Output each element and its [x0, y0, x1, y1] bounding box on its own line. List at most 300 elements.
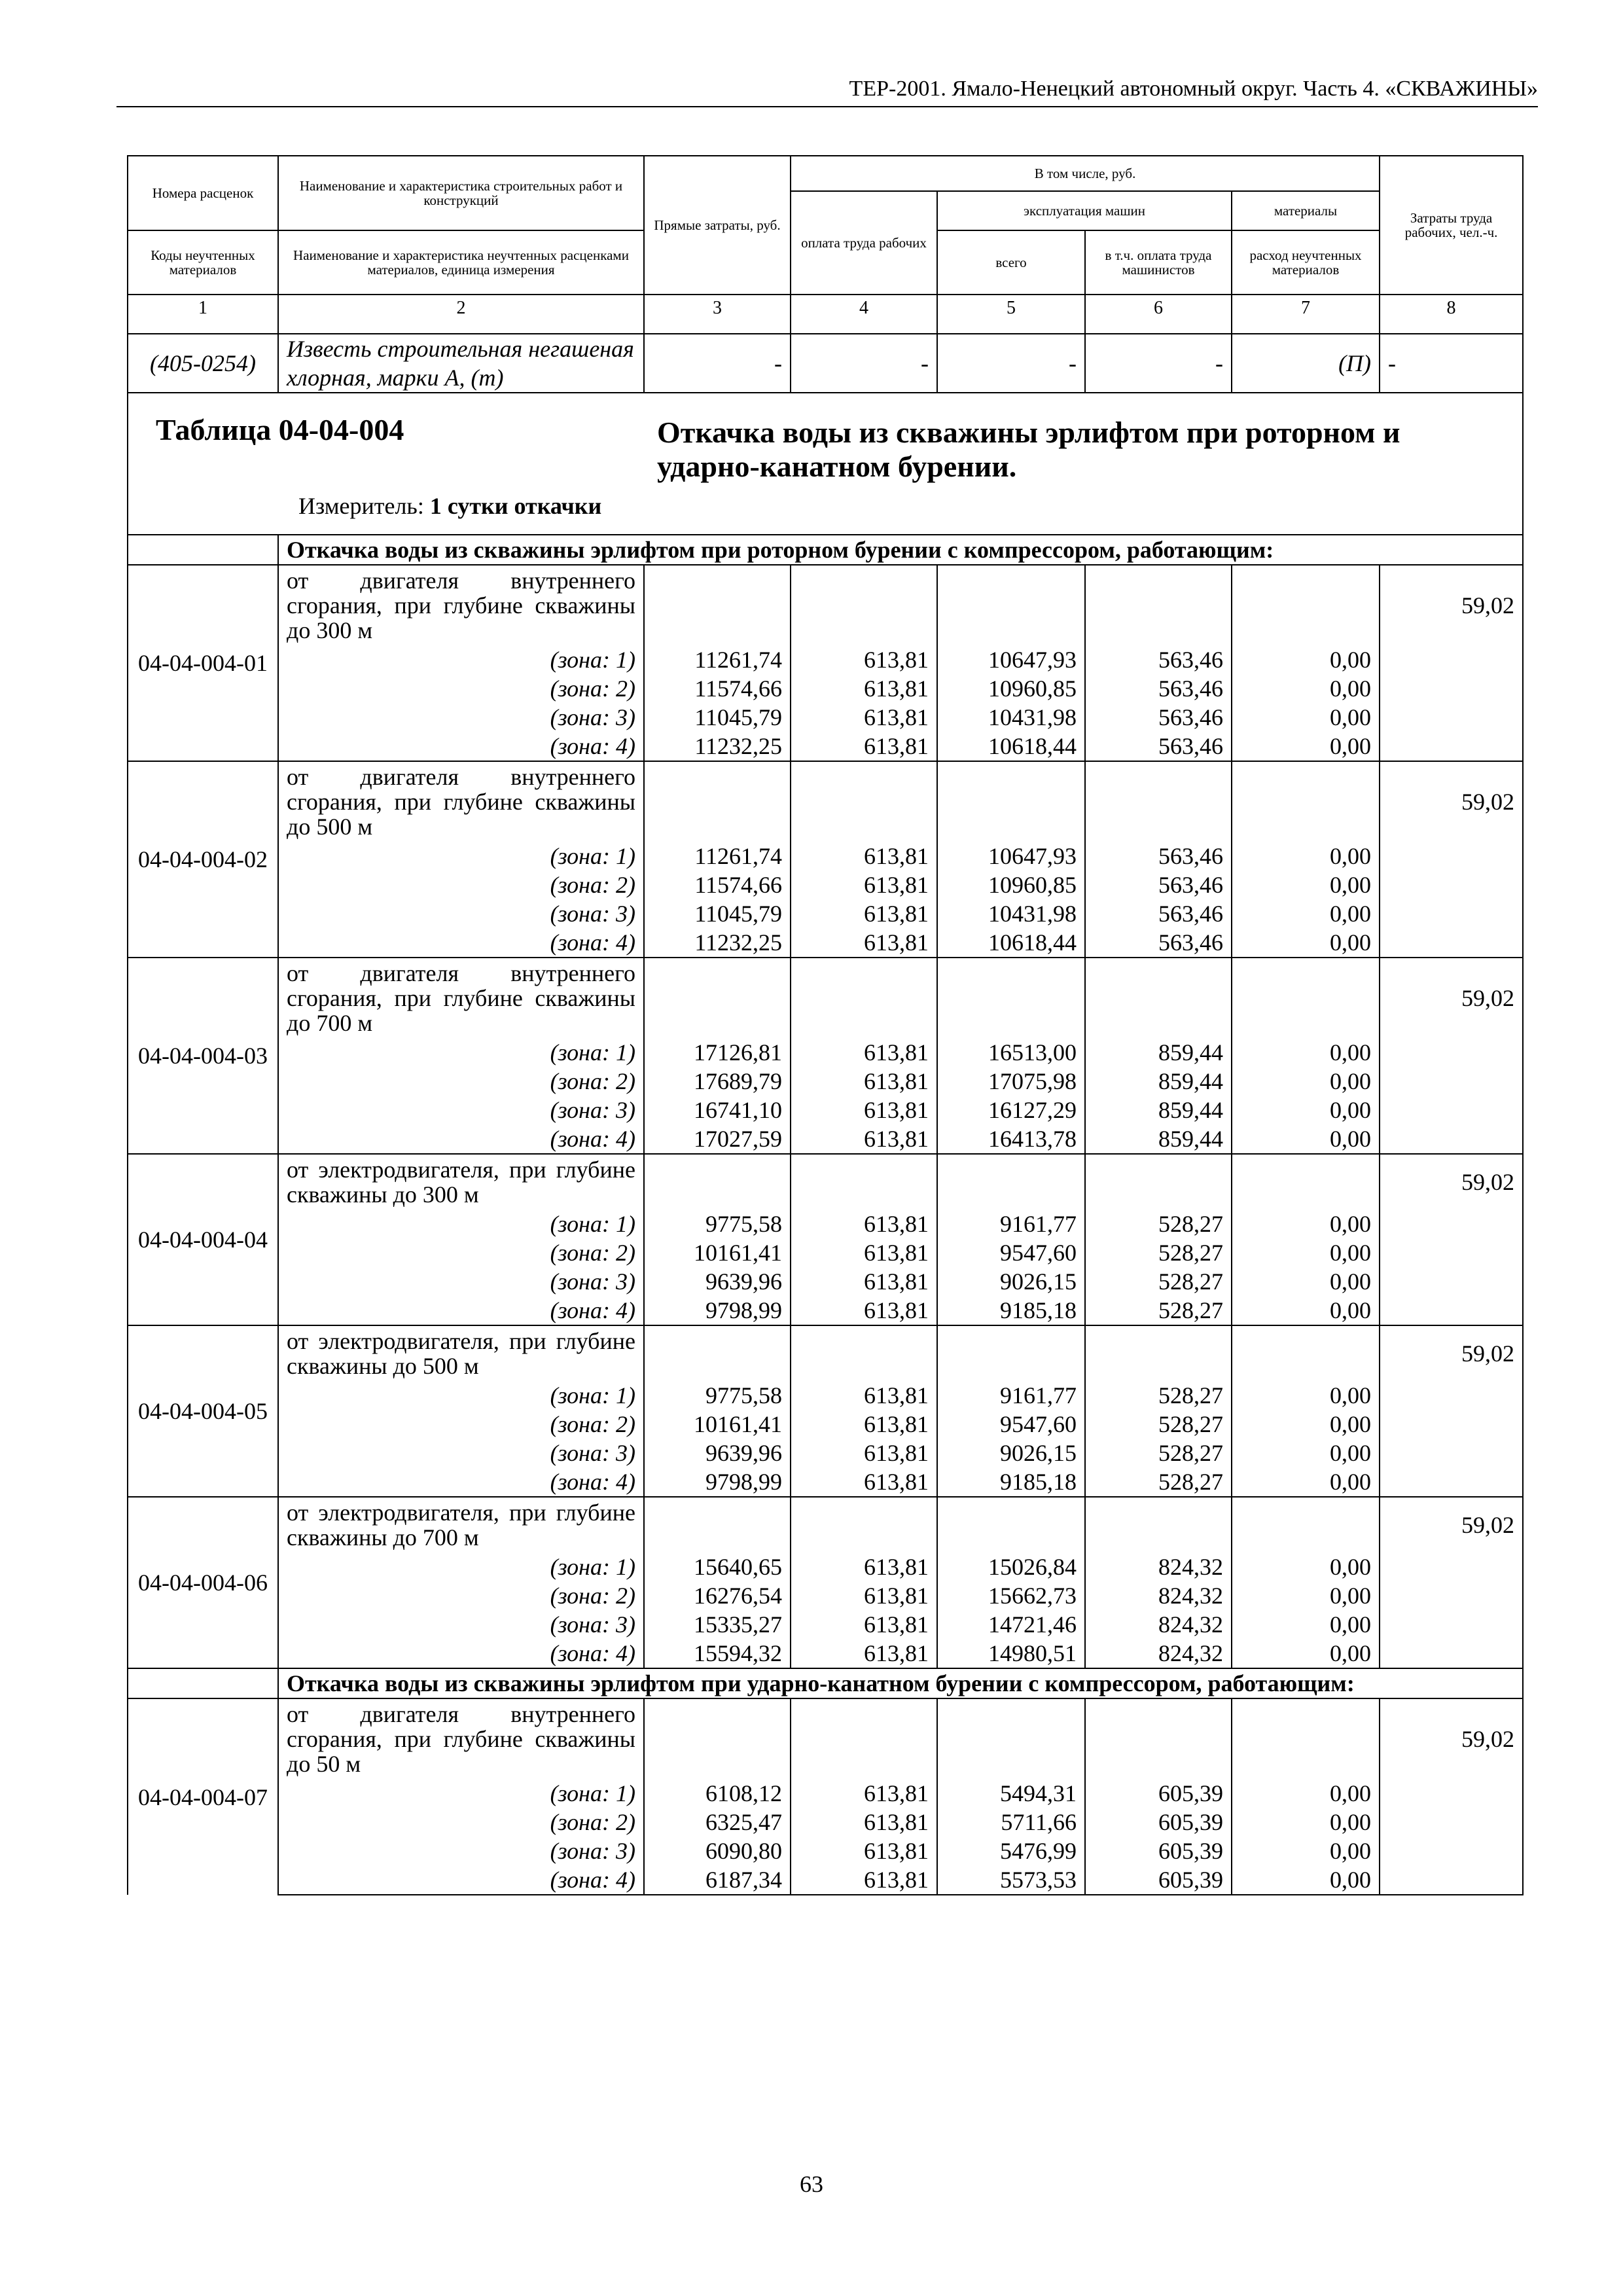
empty-cell: [644, 1698, 791, 1779]
direct-cost: 15335,27: [644, 1610, 791, 1639]
materials-cost: 0,00: [1232, 1381, 1380, 1410]
empty-cell: [1380, 1381, 1523, 1410]
zone-label: (зона: 3): [278, 1439, 644, 1467]
materials-cost: 0,00: [1232, 1096, 1380, 1124]
empty-cell: [1380, 1865, 1523, 1895]
zone-row: [128, 1410, 1523, 1439]
zone-label: (зона: 1): [278, 1381, 644, 1410]
zone-label: (зона: 1): [278, 645, 644, 674]
empty-cell: [1232, 1497, 1380, 1552]
empty-cell: [1380, 928, 1523, 958]
machinist-wage: 824,32: [1085, 1552, 1232, 1581]
worker-wage: 613,81: [791, 1381, 937, 1410]
worker-wage: 613,81: [791, 1467, 937, 1497]
materials-cost: 0,00: [1232, 1610, 1380, 1639]
material-value: -: [791, 334, 937, 393]
machinist-wage: 563,46: [1085, 674, 1232, 703]
zone-label: (зона: 2): [278, 674, 644, 703]
header-material-code: Коды неучтенных материалов: [128, 230, 278, 295]
worker-wage: 613,81: [791, 899, 937, 928]
machinist-wage: 563,46: [1085, 870, 1232, 899]
worker-wage: 613,81: [791, 1238, 937, 1267]
worker-wage: 613,81: [791, 1639, 937, 1668]
zone-label: (зона: 4): [278, 732, 644, 761]
empty-cell: [1380, 1610, 1523, 1639]
zone-label: (зона: 3): [278, 1610, 644, 1639]
zone-row: [128, 1439, 1523, 1467]
empty-cell: [791, 1497, 937, 1552]
rate-name: от электродвигателя, при глубине скважины до 300 м: [278, 1154, 644, 1210]
empty-cell: [1232, 761, 1380, 842]
section-heading-row: [128, 535, 1523, 565]
empty-cell: [644, 1497, 791, 1552]
empty-cell: [1232, 1154, 1380, 1210]
header-including: В том числе, руб.: [791, 156, 1380, 191]
material-value: -: [644, 334, 791, 393]
direct-cost: 11232,25: [644, 928, 791, 958]
direct-cost: 17689,79: [644, 1067, 791, 1096]
empty-cell: [1380, 842, 1523, 870]
empty-cell: [937, 1154, 1085, 1210]
direct-cost: 11232,25: [644, 732, 791, 761]
empty-cell: [1380, 703, 1523, 732]
zone-row: [128, 1096, 1523, 1124]
materials-cost: 0,00: [1232, 1067, 1380, 1096]
labor-cost: 59,02: [1380, 958, 1523, 1038]
header-labor: Затраты труда рабочих, чел.-ч.: [1380, 156, 1523, 295]
machinist-wage: 528,27: [1085, 1410, 1232, 1439]
rate-name: от двигателя внутреннего сгорания, при глубине скважины до 700 м: [278, 958, 644, 1038]
column-number: 3: [644, 295, 791, 334]
zone-row: [128, 870, 1523, 899]
materials-cost: 0,00: [1232, 1552, 1380, 1581]
worker-wage: 613,81: [791, 1779, 937, 1808]
machines-total: 16413,78: [937, 1124, 1085, 1154]
zone-label: (зона: 2): [278, 1808, 644, 1837]
zone-row: [128, 1124, 1523, 1154]
machines-total: 9185,18: [937, 1296, 1085, 1325]
empty-cell: [1380, 674, 1523, 703]
column-numbers-row: [128, 295, 1523, 334]
worker-wage: 613,81: [791, 1038, 937, 1067]
worker-wage: 613,81: [791, 1439, 937, 1467]
rate-code: 04-04-004-01: [128, 565, 278, 761]
section-heading: Откачка воды из скважины эрлифтом при ударно-канатном бурении с компрессором, работающим:: [278, 1668, 1523, 1698]
rate-code: 04-04-004-06: [128, 1497, 278, 1668]
column-number: 7: [1232, 295, 1380, 334]
header-machines-total: всего: [937, 230, 1085, 295]
materials-cost: 0,00: [1232, 1581, 1380, 1610]
column-number: 6: [1085, 295, 1232, 334]
empty-cell: [937, 1698, 1085, 1779]
unaccounted-material-row: [128, 334, 1523, 393]
machinist-wage: 859,44: [1085, 1038, 1232, 1067]
worker-wage: 613,81: [791, 1581, 937, 1610]
zone-label: (зона: 4): [278, 1296, 644, 1325]
machines-total: 10431,98: [937, 703, 1085, 732]
worker-wage: 613,81: [791, 1808, 937, 1837]
machines-total: 5476,99: [937, 1837, 1085, 1865]
zone-label: (зона: 1): [278, 1779, 644, 1808]
empty-cell: [644, 1325, 791, 1381]
rate-row: [128, 1154, 1523, 1210]
materials-cost: 0,00: [1232, 1779, 1380, 1808]
empty-cell: [1380, 1410, 1523, 1439]
zone-row: [128, 1552, 1523, 1581]
machines-total: 15662,73: [937, 1581, 1085, 1610]
zone-row: [128, 732, 1523, 761]
zone-row: [128, 1779, 1523, 1808]
empty-cell: [1380, 1124, 1523, 1154]
empty-cell: [937, 1497, 1085, 1552]
header-materials: материалы: [1232, 191, 1380, 230]
direct-cost: 9639,96: [644, 1267, 791, 1296]
worker-wage: 613,81: [791, 1124, 937, 1154]
material-value: (П): [1232, 334, 1380, 393]
empty-cell: [1085, 1698, 1232, 1779]
rate-name: от двигателя внутреннего сгорания, при глубине скважины до 50 м: [278, 1698, 644, 1779]
materials-cost: 0,00: [1232, 1296, 1380, 1325]
direct-cost: 9775,58: [644, 1381, 791, 1410]
zone-label: (зона: 1): [278, 842, 644, 870]
zone-label: (зона: 1): [278, 1038, 644, 1067]
worker-wage: 613,81: [791, 645, 937, 674]
materials-cost: 0,00: [1232, 1467, 1380, 1497]
worker-wage: 613,81: [791, 928, 937, 958]
worker-wage: 613,81: [791, 674, 937, 703]
machines-total: 10431,98: [937, 899, 1085, 928]
rate-row: [128, 1497, 1523, 1552]
header-code: Номера расценок: [128, 156, 278, 230]
material-name: Известь строительная негашеная хлорная, марки А, (т): [278, 334, 644, 393]
header-materials-consumption: расход неучтенных материалов: [1232, 230, 1380, 295]
direct-cost: 9639,96: [644, 1439, 791, 1467]
machinist-wage: 605,39: [1085, 1837, 1232, 1865]
zone-label: (зона: 3): [278, 1096, 644, 1124]
zone-row: [128, 703, 1523, 732]
machines-total: 5711,66: [937, 1808, 1085, 1837]
direct-cost: 11574,66: [644, 870, 791, 899]
worker-wage: 613,81: [791, 842, 937, 870]
zone-row: [128, 928, 1523, 958]
empty-cell: [1380, 1267, 1523, 1296]
empty-cell: [1232, 565, 1380, 645]
machinist-wage: 528,27: [1085, 1381, 1232, 1410]
zone-row: [128, 1639, 1523, 1668]
rate-code: 04-04-004-03: [128, 958, 278, 1154]
running-header: [116, 73, 1538, 107]
machines-total: 10647,93: [937, 645, 1085, 674]
table-header: [128, 156, 1523, 295]
machinist-wage: 859,44: [1085, 1096, 1232, 1124]
machines-total: 9026,15: [937, 1439, 1085, 1467]
empty-cell: [644, 565, 791, 645]
direct-cost: 15594,32: [644, 1639, 791, 1668]
table-body: [128, 295, 1523, 1895]
rate-row: [128, 1698, 1523, 1779]
worker-wage: 613,81: [791, 703, 937, 732]
zone-label: (зона: 4): [278, 1124, 644, 1154]
empty-cell: [644, 761, 791, 842]
rate-row: [128, 958, 1523, 1038]
empty-cell: [1380, 1439, 1523, 1467]
zone-row: [128, 899, 1523, 928]
labor-cost: 59,02: [1380, 1154, 1523, 1210]
unit-value: 1 сутки откачки: [429, 493, 602, 519]
header-machinist-wage: в т.ч. оплата труда машинистов: [1085, 230, 1232, 295]
materials-cost: 0,00: [1232, 1837, 1380, 1865]
empty-cell: [937, 958, 1085, 1038]
zone-label: (зона: 4): [278, 1639, 644, 1668]
direct-cost: 11261,74: [644, 645, 791, 674]
rate-code: 04-04-004-02: [128, 761, 278, 958]
machines-total: 14721,46: [937, 1610, 1085, 1639]
worker-wage: 613,81: [791, 1096, 937, 1124]
worker-wage: 613,81: [791, 1296, 937, 1325]
column-number: 8: [1380, 295, 1523, 334]
machines-total: 16127,29: [937, 1096, 1085, 1124]
machinist-wage: 824,32: [1085, 1639, 1232, 1668]
direct-cost: 17126,81: [644, 1038, 791, 1067]
unit-prefix: Измеритель:: [298, 493, 424, 519]
materials-cost: 0,00: [1232, 703, 1380, 732]
zone-row: [128, 1467, 1523, 1497]
empty-cell: [1380, 1210, 1523, 1238]
materials-cost: 0,00: [1232, 842, 1380, 870]
header-direct-cost: Прямые затраты, руб.: [644, 156, 791, 295]
direct-cost: 16276,54: [644, 1581, 791, 1610]
rate-name: от двигателя внутреннего сгорания, при глубине скважины до 500 м: [278, 761, 644, 842]
machinist-wage: 528,27: [1085, 1296, 1232, 1325]
table-title: Откачка воды из скважины эрлифтом при роторном и ударно-канатном бурении.: [657, 416, 1400, 483]
zone-row: [128, 1210, 1523, 1238]
direct-cost: 11574,66: [644, 674, 791, 703]
header-worker-wage: оплата труда рабочих: [791, 191, 937, 295]
direct-cost: 17027,59: [644, 1124, 791, 1154]
zone-row: [128, 842, 1523, 870]
direct-cost: 10161,41: [644, 1238, 791, 1267]
rate-code: 04-04-004-07: [128, 1698, 278, 1895]
worker-wage: 613,81: [791, 870, 937, 899]
column-number: 1: [128, 295, 278, 334]
header-name: Наименование и характеристика строительных работ и конструкций: [278, 156, 644, 230]
direct-cost: 6090,80: [644, 1837, 791, 1865]
machinist-wage: 563,46: [1085, 645, 1232, 674]
materials-cost: 0,00: [1232, 928, 1380, 958]
empty-cell: [1380, 1581, 1523, 1610]
worker-wage: 613,81: [791, 1067, 937, 1096]
empty-cell: [1380, 870, 1523, 899]
zone-row: [128, 1381, 1523, 1410]
direct-cost: 11045,79: [644, 899, 791, 928]
labor-cost: 59,02: [1380, 565, 1523, 645]
empty-cell: [791, 958, 937, 1038]
rate-row: [128, 565, 1523, 645]
zone-label: (зона: 1): [278, 1210, 644, 1238]
empty-cell: [1232, 1698, 1380, 1779]
empty-cell: [1232, 1325, 1380, 1381]
labor-cost: 59,02: [1380, 1325, 1523, 1381]
machinist-wage: 605,39: [1085, 1808, 1232, 1837]
material-value: -: [1380, 334, 1523, 393]
machinist-wage: 605,39: [1085, 1779, 1232, 1808]
zone-label: (зона: 3): [278, 1837, 644, 1865]
machinist-wage: 563,46: [1085, 899, 1232, 928]
machinist-wage: 605,39: [1085, 1865, 1232, 1895]
rate-name: от двигателя внутреннего сгорания, при глубине скважины до 300 м: [278, 565, 644, 645]
zone-row: [128, 1865, 1523, 1895]
price-table: [127, 155, 1524, 1895]
zone-row: [128, 1238, 1523, 1267]
materials-cost: 0,00: [1232, 870, 1380, 899]
empty-cell: [1085, 761, 1232, 842]
empty-cell: [791, 761, 937, 842]
materials-cost: 0,00: [1232, 1410, 1380, 1439]
empty-cell: [1232, 958, 1380, 1038]
empty-cell: [1085, 1154, 1232, 1210]
material-value: -: [1085, 334, 1232, 393]
machines-total: 16513,00: [937, 1038, 1085, 1067]
machinist-wage: 563,46: [1085, 703, 1232, 732]
direct-cost: 9798,99: [644, 1467, 791, 1497]
empty-cell: [1380, 732, 1523, 761]
zone-label: (зона: 3): [278, 703, 644, 732]
unit-of-measure: [298, 492, 601, 520]
materials-cost: 0,00: [1232, 645, 1380, 674]
worker-wage: 613,81: [791, 1410, 937, 1439]
zone-row: [128, 1296, 1523, 1325]
machines-total: 10960,85: [937, 674, 1085, 703]
direct-cost: 15640,65: [644, 1552, 791, 1581]
empty-cell: [1085, 958, 1232, 1038]
direct-cost: 9798,99: [644, 1296, 791, 1325]
empty-cell: [791, 565, 937, 645]
empty-cell: [1380, 645, 1523, 674]
empty-cell: [1085, 1497, 1232, 1552]
empty-cell: [1380, 1808, 1523, 1837]
machinist-wage: 824,32: [1085, 1610, 1232, 1639]
zone-label: (зона: 2): [278, 870, 644, 899]
material-code: (405-0254): [128, 334, 278, 393]
machines-total: 10618,44: [937, 928, 1085, 958]
labor-cost: 59,02: [1380, 1698, 1523, 1779]
running-title: ТЕР-2001. Ямало-Ненецкий автономный округ. Часть 4. «СКВАЖИНЫ»: [849, 77, 1538, 101]
machines-total: 10618,44: [937, 732, 1085, 761]
empty-cell: [1380, 1038, 1523, 1067]
machinist-wage: 824,32: [1085, 1581, 1232, 1610]
zone-label: (зона: 2): [278, 1410, 644, 1439]
materials-cost: 0,00: [1232, 1865, 1380, 1895]
spacer-cell: [128, 1668, 278, 1698]
table-number: Таблица 04-04-004: [156, 413, 404, 446]
empty-cell: [1380, 1837, 1523, 1865]
rate-row: [128, 761, 1523, 842]
rate-name: от электродвигателя, при глубине скважины до 500 м: [278, 1325, 644, 1381]
rate-code: 04-04-004-04: [128, 1154, 278, 1325]
worker-wage: 613,81: [791, 1210, 937, 1238]
direct-cost: 6108,12: [644, 1779, 791, 1808]
materials-cost: 0,00: [1232, 1439, 1380, 1467]
machines-total: 5494,31: [937, 1779, 1085, 1808]
machines-total: 9547,60: [937, 1238, 1085, 1267]
worker-wage: 613,81: [791, 1865, 937, 1895]
machines-total: 9161,77: [937, 1210, 1085, 1238]
direct-cost: 6325,47: [644, 1808, 791, 1837]
machines-total: 10960,85: [937, 870, 1085, 899]
empty-cell: [937, 1325, 1085, 1381]
machines-total: 9161,77: [937, 1381, 1085, 1410]
materials-cost: 0,00: [1232, 732, 1380, 761]
machinist-wage: 563,46: [1085, 732, 1232, 761]
zone-label: (зона: 1): [278, 1552, 644, 1581]
empty-cell: [791, 1698, 937, 1779]
labor-cost: 59,02: [1380, 1497, 1523, 1552]
machinist-wage: 528,27: [1085, 1267, 1232, 1296]
empty-cell: [937, 565, 1085, 645]
machines-total: 15026,84: [937, 1552, 1085, 1581]
zone-label: (зона: 4): [278, 1467, 644, 1497]
machinist-wage: 528,27: [1085, 1439, 1232, 1467]
zone-row: [128, 645, 1523, 674]
zone-row: [128, 1038, 1523, 1067]
machinist-wage: 528,27: [1085, 1210, 1232, 1238]
zone-row: [128, 1610, 1523, 1639]
empty-cell: [644, 1154, 791, 1210]
empty-cell: [1380, 1779, 1523, 1808]
worker-wage: 613,81: [791, 1552, 937, 1581]
zone-label: (зона: 2): [278, 1581, 644, 1610]
material-value: -: [937, 334, 1085, 393]
machines-total: 17075,98: [937, 1067, 1085, 1096]
worker-wage: 613,81: [791, 732, 937, 761]
machinist-wage: 563,46: [1085, 928, 1232, 958]
empty-cell: [1380, 1296, 1523, 1325]
empty-cell: [791, 1154, 937, 1210]
materials-cost: 0,00: [1232, 1210, 1380, 1238]
zone-row: [128, 1581, 1523, 1610]
machinist-wage: 563,46: [1085, 842, 1232, 870]
worker-wage: 613,81: [791, 1610, 937, 1639]
empty-cell: [1380, 1639, 1523, 1668]
spacer-cell: [128, 535, 278, 565]
empty-cell: [1380, 1467, 1523, 1497]
materials-cost: 0,00: [1232, 674, 1380, 703]
worker-wage: 613,81: [791, 1267, 937, 1296]
direct-cost: 10161,41: [644, 1410, 791, 1439]
zone-label: (зона: 4): [278, 928, 644, 958]
page-number: 63: [800, 2171, 823, 2197]
empty-cell: [1380, 1067, 1523, 1096]
materials-cost: 0,00: [1232, 1808, 1380, 1837]
machines-total: 9185,18: [937, 1467, 1085, 1497]
header-machines: эксплуатация машин: [937, 191, 1232, 230]
empty-cell: [1085, 565, 1232, 645]
materials-cost: 0,00: [1232, 1639, 1380, 1668]
zone-row: [128, 1067, 1523, 1096]
materials-cost: 0,00: [1232, 1038, 1380, 1067]
column-number: 5: [937, 295, 1085, 334]
labor-cost: 59,02: [1380, 761, 1523, 842]
empty-cell: [937, 761, 1085, 842]
machines-total: 9547,60: [937, 1410, 1085, 1439]
zone-row: [128, 674, 1523, 703]
materials-cost: 0,00: [1232, 899, 1380, 928]
materials-cost: 0,00: [1232, 1238, 1380, 1267]
header-material-name: Наименование и характеристика неучтенных расценками материалов, единица измерения: [278, 230, 644, 295]
direct-cost: 11045,79: [644, 703, 791, 732]
machinist-wage: 528,27: [1085, 1467, 1232, 1497]
machinist-wage: 528,27: [1085, 1238, 1232, 1267]
